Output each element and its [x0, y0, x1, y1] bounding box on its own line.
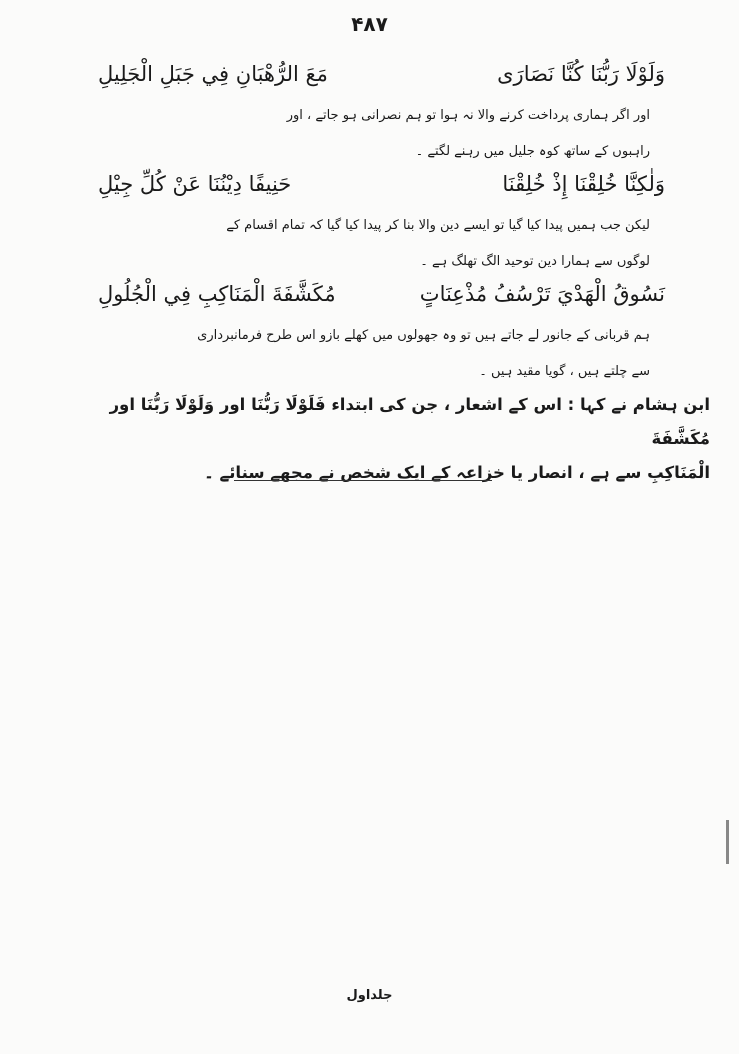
section-divider: [234, 480, 492, 481]
page-number: ۴۸۷: [351, 12, 388, 36]
verse-hemistich-right: نَسُوقُ الْهَدْيَ تَرْسُفُ مُذْعِنَاتٍ: [419, 282, 665, 306]
volume-label: جلداول: [346, 988, 393, 1003]
note-line: ابن ہشام نے کہا : اس کے اشعار ، جن کی ابتداء فَلَوْلَا رَبُّنَا اور وَلَوْلَا رَبُّنَا اور مُكَشَّفَةَ: [109, 395, 710, 448]
verse-hemistich-left: مَعَ الرُّهْبَانِ فِي جَبَلِ الْجَلِيلِ: [98, 62, 328, 86]
stanza-2: [90, 172, 700, 280]
translation-line: راہبوں کے ساتھ کوہ جلیل میں رہنے لگتے ۔: [415, 144, 650, 159]
translation-line: اور اگر ہماری پرداخت کرنے والا نہ ہوا تو ہم نصرانی ہو جاتے ، اور: [286, 108, 650, 123]
verse-line: [90, 282, 700, 318]
author-note: [80, 388, 710, 490]
stanza-1: [90, 62, 700, 170]
verse-line: [90, 172, 700, 208]
translation-line: سے چلتے ہیں ، گویا مقید ہیں ۔: [479, 364, 650, 379]
note-line: الْمَنَاكِبِ سے ہے ، انصار یا خزاعہ کے ایک شخص نے مجھے سنائے ۔: [204, 463, 710, 482]
verse-hemistich-left: مُكَشَّفَةَ الْمَنَاكِبِ فِي الْجُلُولِ: [98, 282, 336, 306]
verse-hemistich-left: حَنِيفًا دِيْنُنَا عَنْ كُلِّ جِيْلِ: [98, 172, 292, 196]
scan-edge-mark: [726, 820, 729, 864]
translation-line: لوگوں سے ہمارا دین توحید الگ تھلگ ہے ۔: [420, 254, 650, 269]
stanza-3: [90, 282, 700, 390]
verse-line: [90, 62, 700, 98]
verse-hemistich-right: وَلٰكِنَّا خُلِقْنَا إِذْ خُلِقْنَا: [502, 172, 665, 196]
translation-line: ہم قربانی کے جانور لے جاتے ہیں تو وہ جھولوں میں کھلے بازو اس طرح فرمانبرداری: [197, 328, 650, 343]
verse-hemistich-right: وَلَوْلَا رَبُّنَا كُنَّا نَصَارَى: [497, 62, 665, 86]
translation-line: لیکن جب ہمیں پیدا کیا گیا تو ایسے دین والا بنا کر پیدا کیا گیا کہ تمام اقسام کے: [226, 218, 650, 233]
